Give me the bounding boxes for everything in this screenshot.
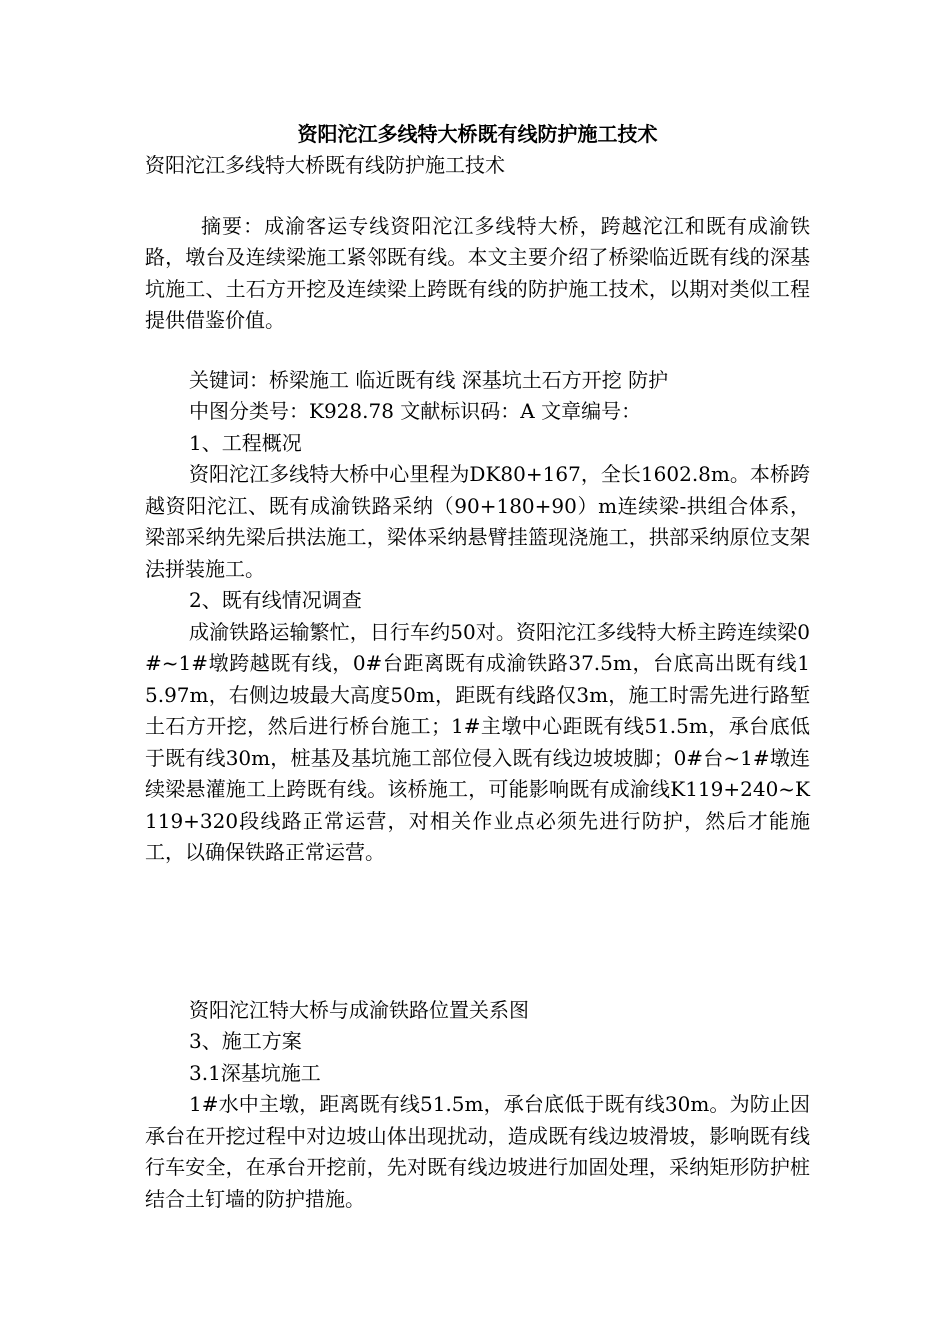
section-1-body: 资阳沱江多线特大桥中心里程为DK80+167，全长1602.8m。本桥跨越资阳沱江、既有成渝铁路采纳（90+180+90）m连续梁-拱组合体系，梁部采纳先梁后拱法施工，梁体采纳悬臂挂篮现浇施工，拱部采纳原位支架法拼装施工。 (145, 462, 810, 581)
section-3-1-heading: 3.1深基坑施工 (189, 1060, 321, 1085)
classification-line: 中图分类号：K928.78 文献标识码：A 文章编号： (189, 399, 642, 423)
abstract-paragraph: 摘要：成渝客运专线资阳沱江多线特大桥，跨越沱江和既有成渝铁路，墩台及连续梁施工紧邻既有线。本文主要介绍了桥梁临近既有线的深基坑施工、土石方开挖及连续梁上跨既有线的防护施工技术，以期对类似工程提供借鉴价值。 (145, 213, 810, 332)
document-body (145, 118, 810, 1215)
section-2-heading: 2、既有线情况调查 (189, 588, 362, 612)
section-3-heading: 3、施工方案 (189, 1029, 302, 1053)
document-subtitle: 资阳沱江多线特大桥既有线防护施工技术 (145, 153, 505, 177)
keywords-line: 关键词：桥梁施工 临近既有线 深基坑土石方开挖 防护 (189, 367, 669, 392)
document-title: 资阳沱江多线特大桥既有线防护施工技术 (297, 122, 658, 146)
spacer (145, 182, 810, 211)
figure-placeholder (145, 869, 810, 995)
spacer (145, 337, 810, 365)
section-3-1-body: 1#水中主墩，距离既有线51.5m，承台底低于既有线30m。为防止因承台在开挖过程中对边坡山体出现扰动，造成既有线边坡滑坡，影响既有线行车安全，在承台开挖前，先对既有线边坡进行加固处理，采纳矩形防护桩结合土钉墙的防护措施。 (145, 1092, 810, 1211)
figure-caption: 资阳沱江特大桥与成渝铁路位置关系图 (189, 997, 529, 1022)
section-1-heading: 1、工程概况 (189, 430, 302, 455)
section-2-body: 成渝铁路运输繁忙，日行车约50对。资阳沱江多线特大桥主跨连续梁0#~1#墩跨越既有线，0#台距离既有成渝铁路37.5m，台底高出既有线15.97m，右侧边坡最大高度50m，距既有线路仅3m，施工时需先进行路堑土石方开挖，然后进行桥台施工；1#主墩中心距既有线51.5m，承台底低于既有线30m，桩基及基坑施工部位侵入既有线边坡坡脚；0#台~1#墩连续梁悬灌施工上跨既有线。该桥施工，可能影响既有成渝线K119+240~K119+320段线路正常运营，对相关作业点必须先进行防护，然后才能施工，以确保铁路正常运营。 (145, 619, 810, 864)
